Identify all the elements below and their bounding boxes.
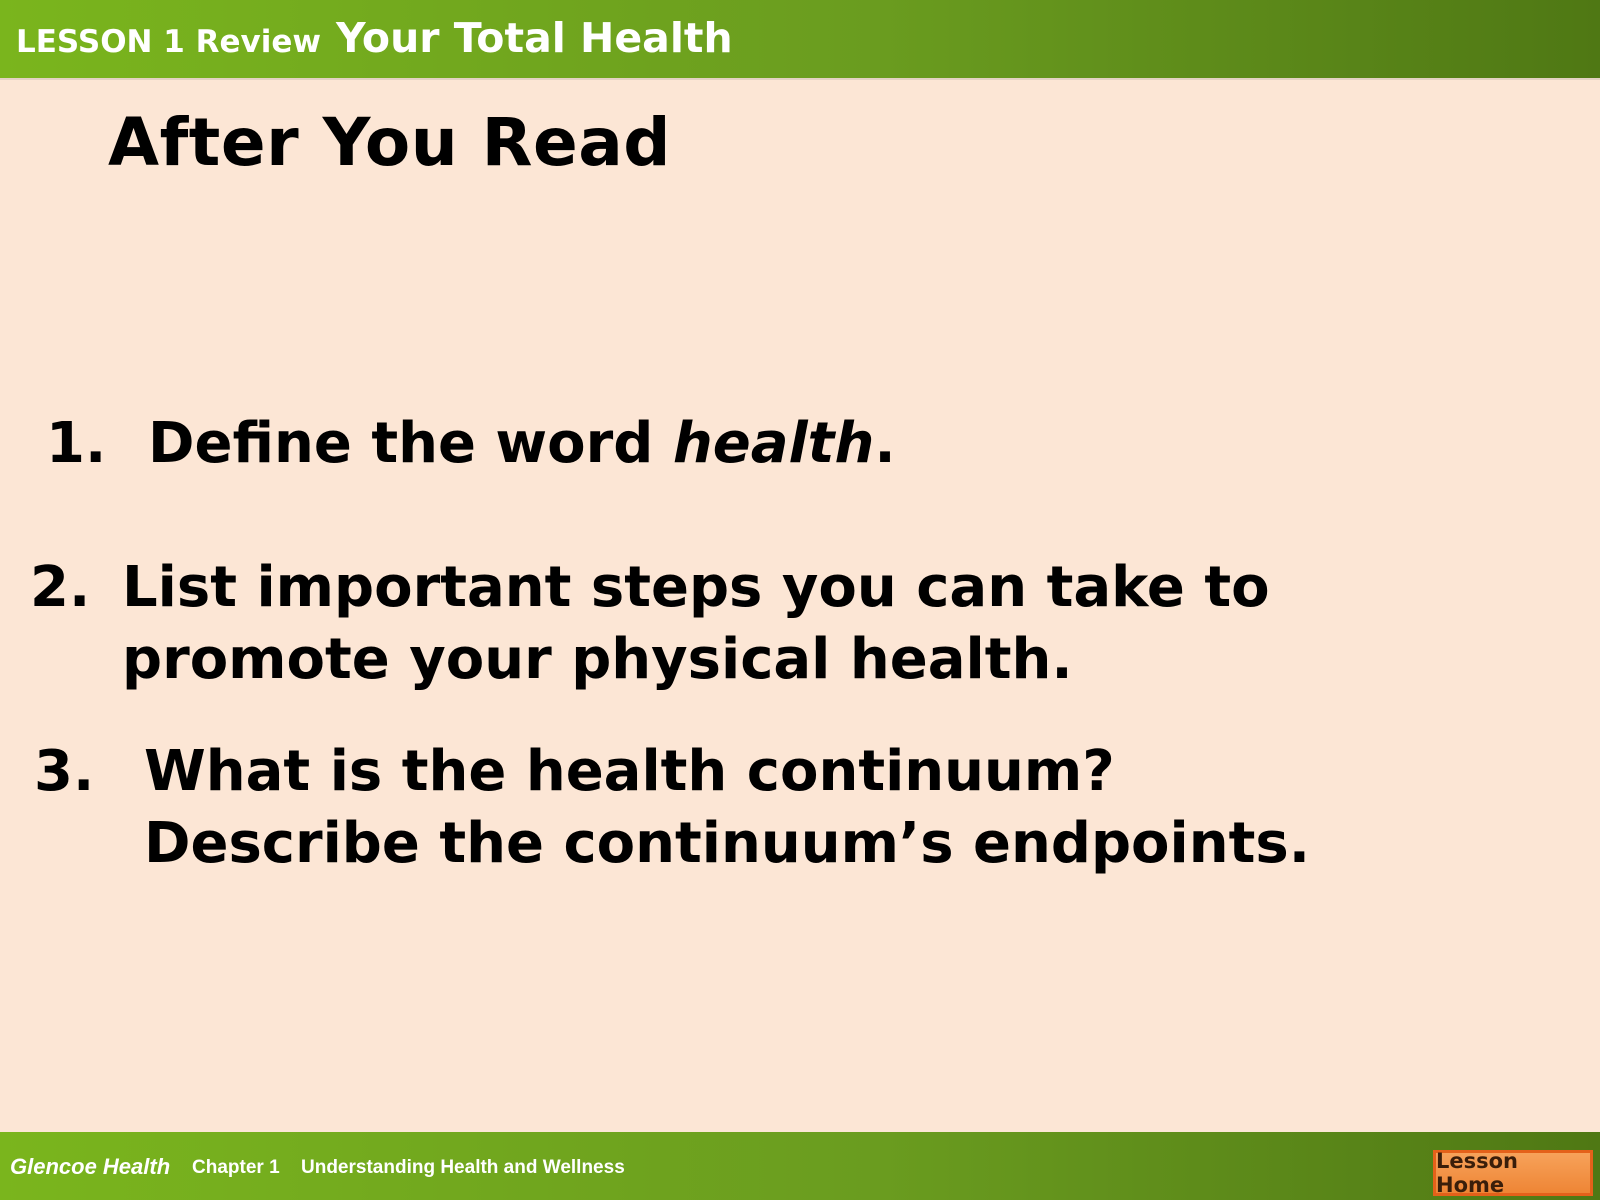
- question-text: [148, 408, 896, 480]
- question-line-1: List important steps you can take to: [122, 555, 1270, 620]
- chapter-title: Understanding Health and Wellness: [301, 1157, 625, 1178]
- question-number: 3.: [34, 739, 95, 804]
- question-line-1: What is the health continuum?: [144, 739, 1115, 804]
- brand-name: Glencoe Health: [10, 1154, 171, 1179]
- question-text-part: Define the word: [148, 411, 673, 476]
- footer-bar: [0, 1132, 1600, 1200]
- chapter-label: Chapter 1: [192, 1157, 280, 1178]
- question-text: [144, 736, 1310, 880]
- page-title: After You Read: [108, 104, 672, 181]
- question-text: [122, 552, 1270, 696]
- lesson-home-button[interactable]: Lesson Home: [1433, 1150, 1593, 1196]
- question-line-2: Describe the continuum’s endpoints.: [144, 811, 1310, 876]
- question-text-part: .: [874, 411, 896, 476]
- question-number: 1.: [46, 411, 107, 476]
- question-number: 2.: [30, 555, 91, 620]
- lesson-label: LESSON 1 Review: [16, 24, 322, 60]
- header-bar: [0, 0, 1600, 78]
- question-line-2: promote your physical health.: [122, 627, 1073, 692]
- question-italic-term: health: [672, 411, 875, 476]
- lesson-title: Your Total Health: [336, 14, 733, 62]
